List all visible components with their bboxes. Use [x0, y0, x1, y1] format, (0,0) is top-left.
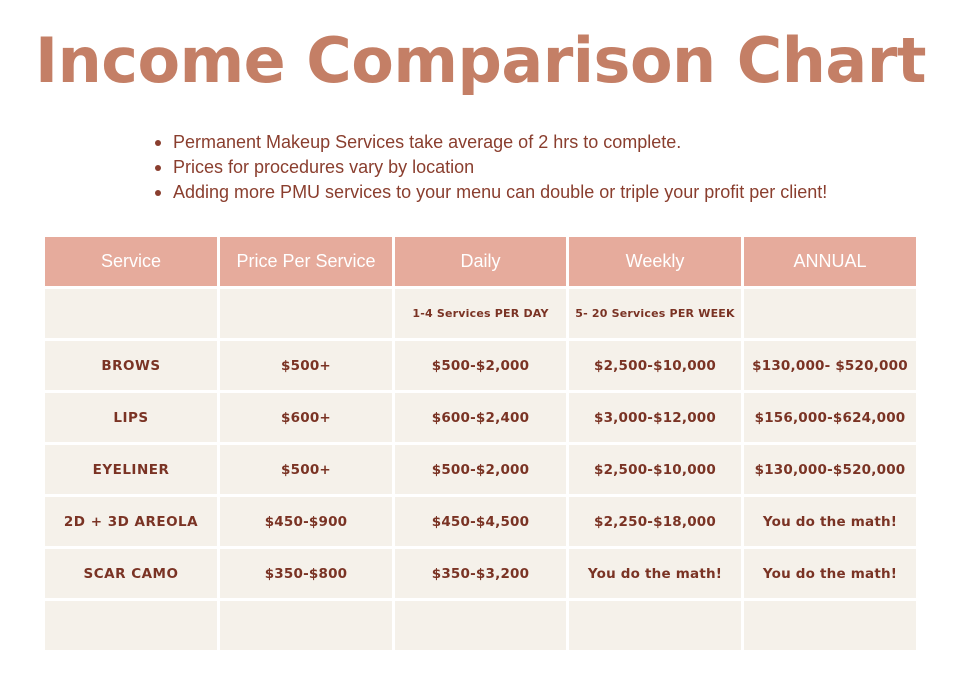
bullet-item [155, 130, 827, 155]
empty-cell [395, 601, 566, 650]
daily-cell: $600-$2,400 [395, 393, 566, 442]
bullet-dot-icon [155, 165, 161, 171]
daily-cell: $500-$2,000 [395, 341, 566, 390]
annual-cell: $130,000-$520,000 [744, 445, 916, 494]
price-cell: $500+ [220, 341, 392, 390]
price-cell: $350-$800 [220, 549, 392, 598]
service-cell: LIPS [45, 393, 217, 442]
note-weekly: 5- 20 Services PER WEEK [569, 289, 741, 338]
header-service: Service [45, 237, 217, 286]
header-price-per-service: Price Per Service [220, 237, 392, 286]
info-bullet-list [155, 130, 827, 205]
empty-cell [744, 601, 916, 650]
note-daily: 1-4 Services PER DAY [395, 289, 566, 338]
note-cell [220, 289, 392, 338]
price-cell: $500+ [220, 445, 392, 494]
note-cell [45, 289, 217, 338]
header-annual: ANNUAL [744, 237, 916, 286]
daily-cell: $500-$2,000 [395, 445, 566, 494]
empty-cell [45, 601, 217, 650]
service-cell: BROWS [45, 341, 217, 390]
bullet-dot-icon [155, 190, 161, 196]
empty-cell [220, 601, 392, 650]
bullet-dot-icon [155, 140, 161, 146]
price-cell: $600+ [220, 393, 392, 442]
weekly-cell: $2,500-$10,000 [569, 445, 741, 494]
bullet-item [155, 180, 827, 205]
header-weekly: Weekly [569, 237, 741, 286]
service-cell: EYELINER [45, 445, 217, 494]
empty-cell [569, 601, 741, 650]
page-title: Income Comparison Chart [35, 24, 926, 97]
weekly-cell: $2,250-$18,000 [569, 497, 741, 546]
annual-cell: $130,000- $520,000 [744, 341, 916, 390]
header-daily: Daily [395, 237, 566, 286]
weekly-cell: You do the math! [569, 549, 741, 598]
bullet-text: Adding more PMU services to your menu can double or triple your profit per client! [173, 182, 828, 202]
service-cell: 2D + 3D AREOLA [45, 497, 217, 546]
weekly-cell: $2,500-$10,000 [569, 341, 741, 390]
bullet-text: Prices for procedures vary by location [173, 157, 475, 177]
annual-cell: You do the math! [744, 497, 916, 546]
note-cell [744, 289, 916, 338]
annual-cell: You do the math! [744, 549, 916, 598]
income-comparison-table [45, 237, 916, 650]
weekly-cell: $3,000-$12,000 [569, 393, 741, 442]
annual-cell: $156,000-$624,000 [744, 393, 916, 442]
price-cell: $450-$900 [220, 497, 392, 546]
daily-cell: $450-$4,500 [395, 497, 566, 546]
daily-cell: $350-$3,200 [395, 549, 566, 598]
service-cell: SCAR CAMO [45, 549, 217, 598]
bullet-text: Permanent Makeup Services take average of 2 hrs to complete. [173, 132, 682, 152]
bullet-item [155, 155, 827, 180]
